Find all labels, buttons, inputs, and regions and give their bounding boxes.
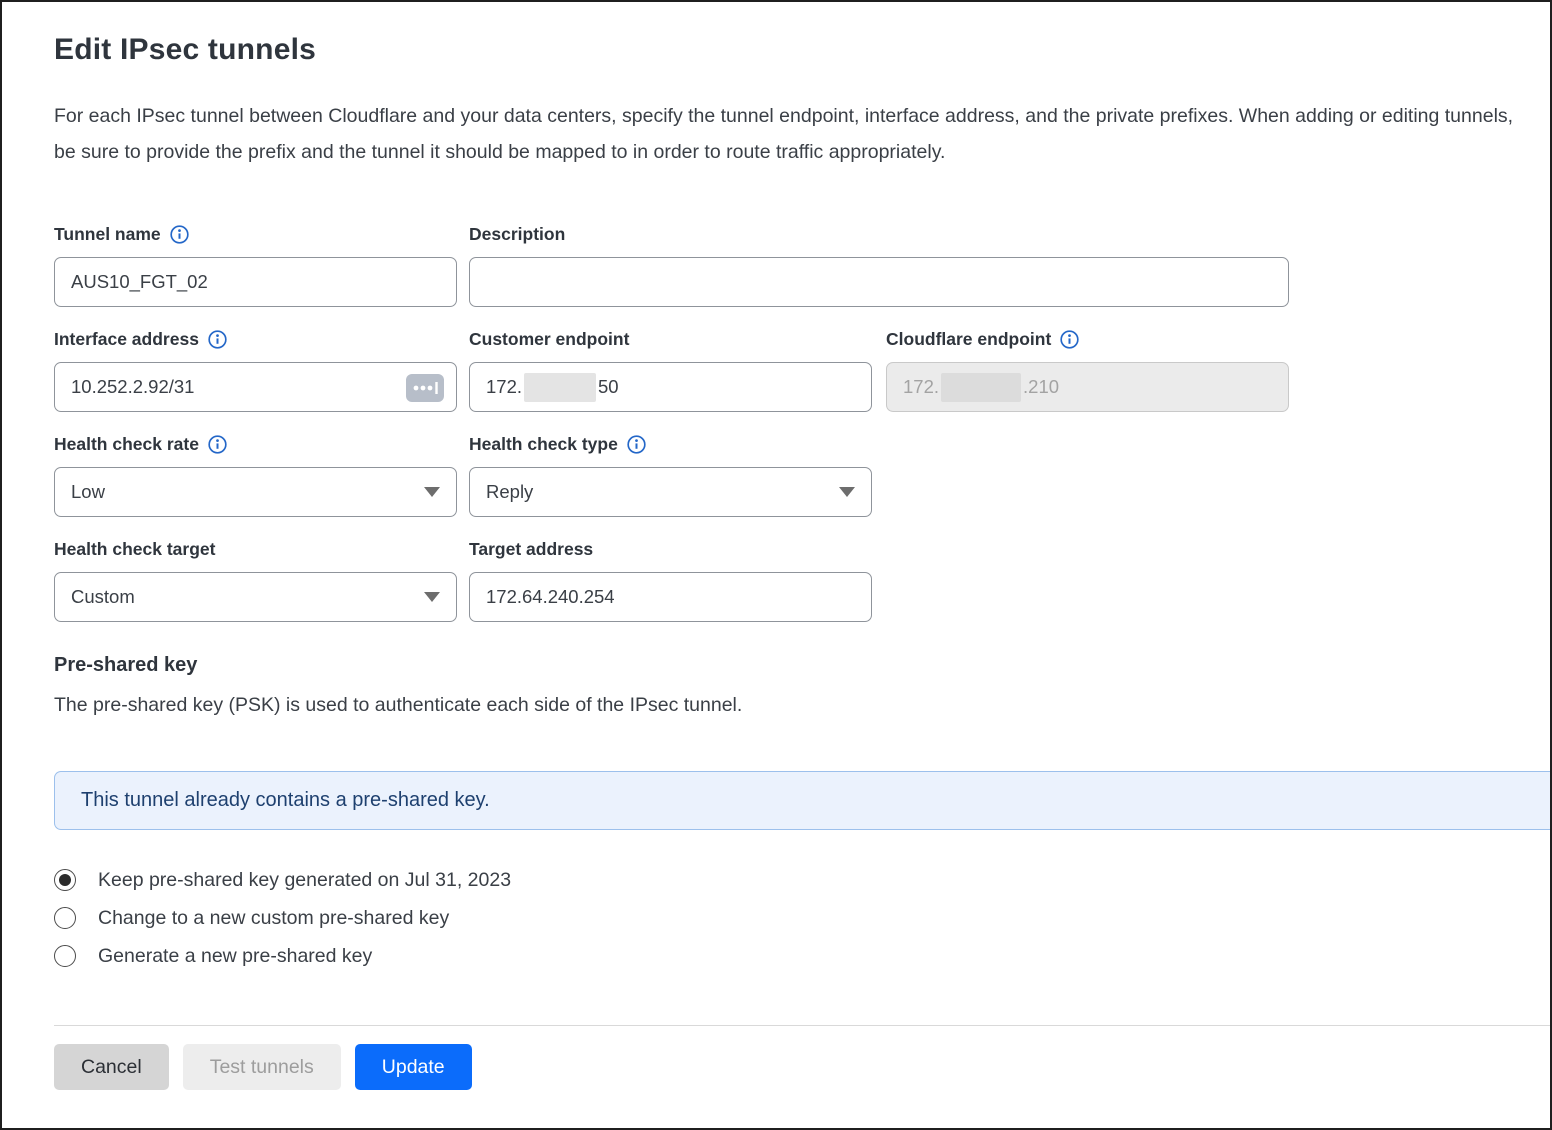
info-icon[interactable] [208,435,227,454]
radio-button-icon[interactable] [54,945,76,967]
psk-options [54,861,1550,975]
description-input[interactable] [469,257,1289,307]
info-icon[interactable] [208,330,227,349]
tunnel-name-label: Tunnel name [54,222,457,246]
customer-endpoint-label: Customer endpoint [469,328,630,349]
update-button[interactable]: Update [355,1044,472,1090]
info-icon[interactable] [170,225,189,244]
psk-info-banner [54,771,1550,830]
target-address-input[interactable]: 172.64.240.254 [469,572,872,622]
radio-button-icon[interactable] [54,907,76,929]
redacted-segment [941,373,1021,402]
radio-generate-psk[interactable]: Generate a new pre-shared key [54,937,1550,975]
info-icon[interactable] [627,435,646,454]
health-check-target-select[interactable]: Custom [54,572,457,622]
radio-custom-psk[interactable]: Change to a new custom pre-shared key [54,899,1550,937]
interface-address-input[interactable]: 10.252.2.92/31 [54,362,457,412]
health-check-rate-label: Health check rate [54,432,457,456]
page-title: Edit IPsec tunnels [54,33,316,66]
chevron-down-icon [424,592,440,602]
health-check-rate-select[interactable]: Low [54,467,457,517]
cloudflare-endpoint-label: Cloudflare endpoint [886,327,1289,351]
health-check-type-select[interactable]: Reply [469,467,872,517]
intro-text: For each IPsec tunnel between Cloudflare and your data centers, specify the tunnel endpoint, interface address, and the private prefixes. When adding or editing tunnels, be sure to provide the prefix and the tunnel it should be mapped to in order to route traffic appropriately. [54,105,1514,163]
radio-keep-psk[interactable]: Keep pre-shared key generated on Jul 31, 2023 [54,861,1550,899]
target-address-label: Target address [469,538,594,559]
description-label: Description [469,223,566,244]
redacted-segment [524,373,596,402]
interface-address-label: Interface address [54,327,457,351]
chevron-down-icon [839,487,855,497]
health-check-type-label: Health check type [469,432,872,456]
text-cursor-icon[interactable] [406,374,444,407]
psk-heading: Pre-shared key [54,654,198,676]
radio-button-icon[interactable] [54,869,76,891]
cancel-button[interactable]: Cancel [54,1044,169,1090]
tunnel-name-input[interactable]: AUS10_FGT_02 [54,257,457,307]
chevron-down-icon [424,487,440,497]
edit-ipsec-tunnels-panel [2,33,1550,1090]
cloudflare-endpoint-input: 172. .210 [886,362,1289,412]
psk-banner-text: This tunnel already contains a pre-shared key. [81,789,490,811]
customer-endpoint-input[interactable]: 172. 50 [469,362,872,412]
info-icon[interactable] [1060,330,1079,349]
health-check-target-label: Health check target [54,538,216,559]
footer-actions [54,1044,1550,1090]
psk-description: The pre-shared key (PSK) is used to authenticate each side of the IPsec tunnel. [54,694,743,716]
footer-divider [54,1025,1550,1026]
test-tunnels-button[interactable]: Test tunnels [183,1044,341,1090]
